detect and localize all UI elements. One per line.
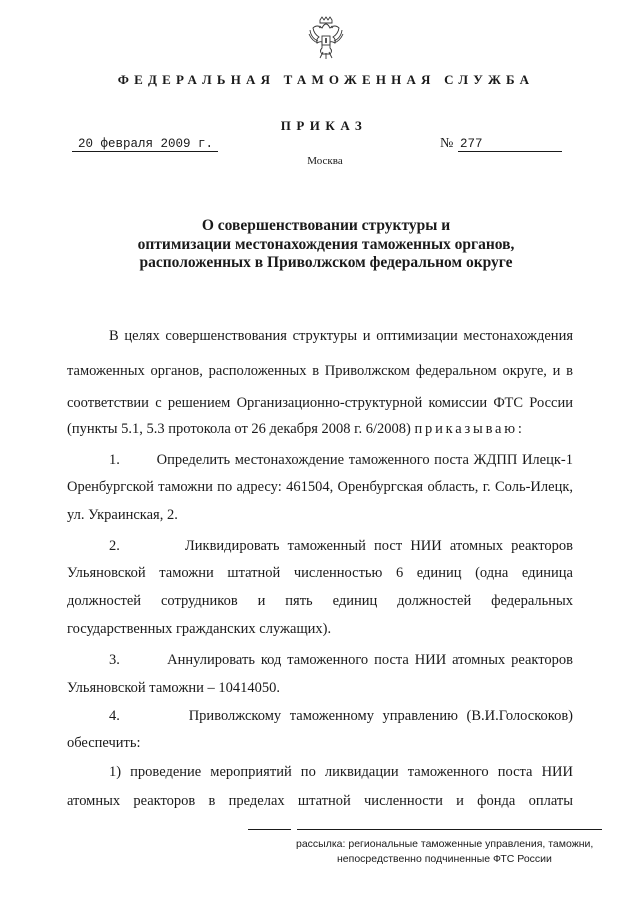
body-line: 4. Приволжскому таможенному управлению (В.И.Голоскоков): [109, 708, 573, 724]
body-line: атомных реакторов в пределах штатной численности и фонда оплаты: [67, 793, 573, 809]
order-word: приказываю:: [414, 421, 525, 437]
russian-coat-of-arms-icon: [307, 14, 345, 62]
footer-rule: [248, 829, 602, 830]
body-line: государственных гражданских служащих).: [67, 621, 332, 637]
heading-line-2: оптимизации местонахождения таможенных органов,: [137, 235, 515, 253]
order-city: Москва: [307, 155, 343, 167]
body-line: Ульяновской таможни – 10414050.: [67, 680, 280, 696]
heading-line-1: О совершенствовании структуры и: [201, 217, 451, 234]
body-line: соответствии с решением Организационно-структурной комиссии ФТС России: [67, 395, 573, 411]
body-line: обеспечить:: [67, 735, 141, 751]
body-line-with-order-word: [67, 420, 573, 438]
order-date: 20 февраля 2009 г.: [72, 137, 218, 152]
agency-name: ФЕДЕРАЛЬНАЯ ТАМОЖЕННАЯ СЛУЖБА: [117, 72, 535, 87]
document-heading: [0, 217, 640, 273]
body-line: (пункты 5.1, 5.3 протокола от 26 декабря 2008 г. 6/2008): [67, 421, 411, 437]
body-line: 3. Аннулировать код таможенного поста НИИ атомных реакторов: [109, 652, 573, 668]
document-type: ПРИКАЗ: [280, 118, 368, 133]
body-line: ул. Украинская, 2.: [67, 507, 178, 523]
body-line: Оренбургской таможни по адресу: 461504, Оренбургская область, г. Соль-Илецк,: [67, 479, 573, 495]
body-line: таможенных органов, расположенных в Приволжском федеральном округе, и в: [67, 363, 573, 379]
distribution-line-1: рассылка: региональные таможенные управления, таможни,: [296, 838, 594, 850]
body-line: 1) проведение мероприятий по ликвидации таможенного поста НИИ: [109, 764, 573, 780]
footer-rule-gap: [291, 826, 297, 832]
distribution-line-2: непосредственно подчиненные ФТС России: [337, 853, 552, 865]
heading-line-3: расположенных в Приволжском федеральном округе: [139, 254, 513, 271]
body-line: должностей сотрудников и пять единиц должностей федеральных: [67, 593, 573, 609]
body-line: В целях совершенствования структуры и оптимизации местонахождения: [109, 328, 573, 344]
body-line: 1. Определить местонахождение таможенного поста ЖДПП Илецк-1: [109, 452, 573, 468]
body-line: 2. Ликвидировать таможенный пост НИИ атомных реакторов: [109, 538, 573, 554]
order-number-sign: №: [440, 136, 454, 151]
order-number: 277: [458, 137, 562, 152]
body-line: Ульяновской таможни штатной численностью 6 единиц (одна единица: [67, 565, 573, 581]
